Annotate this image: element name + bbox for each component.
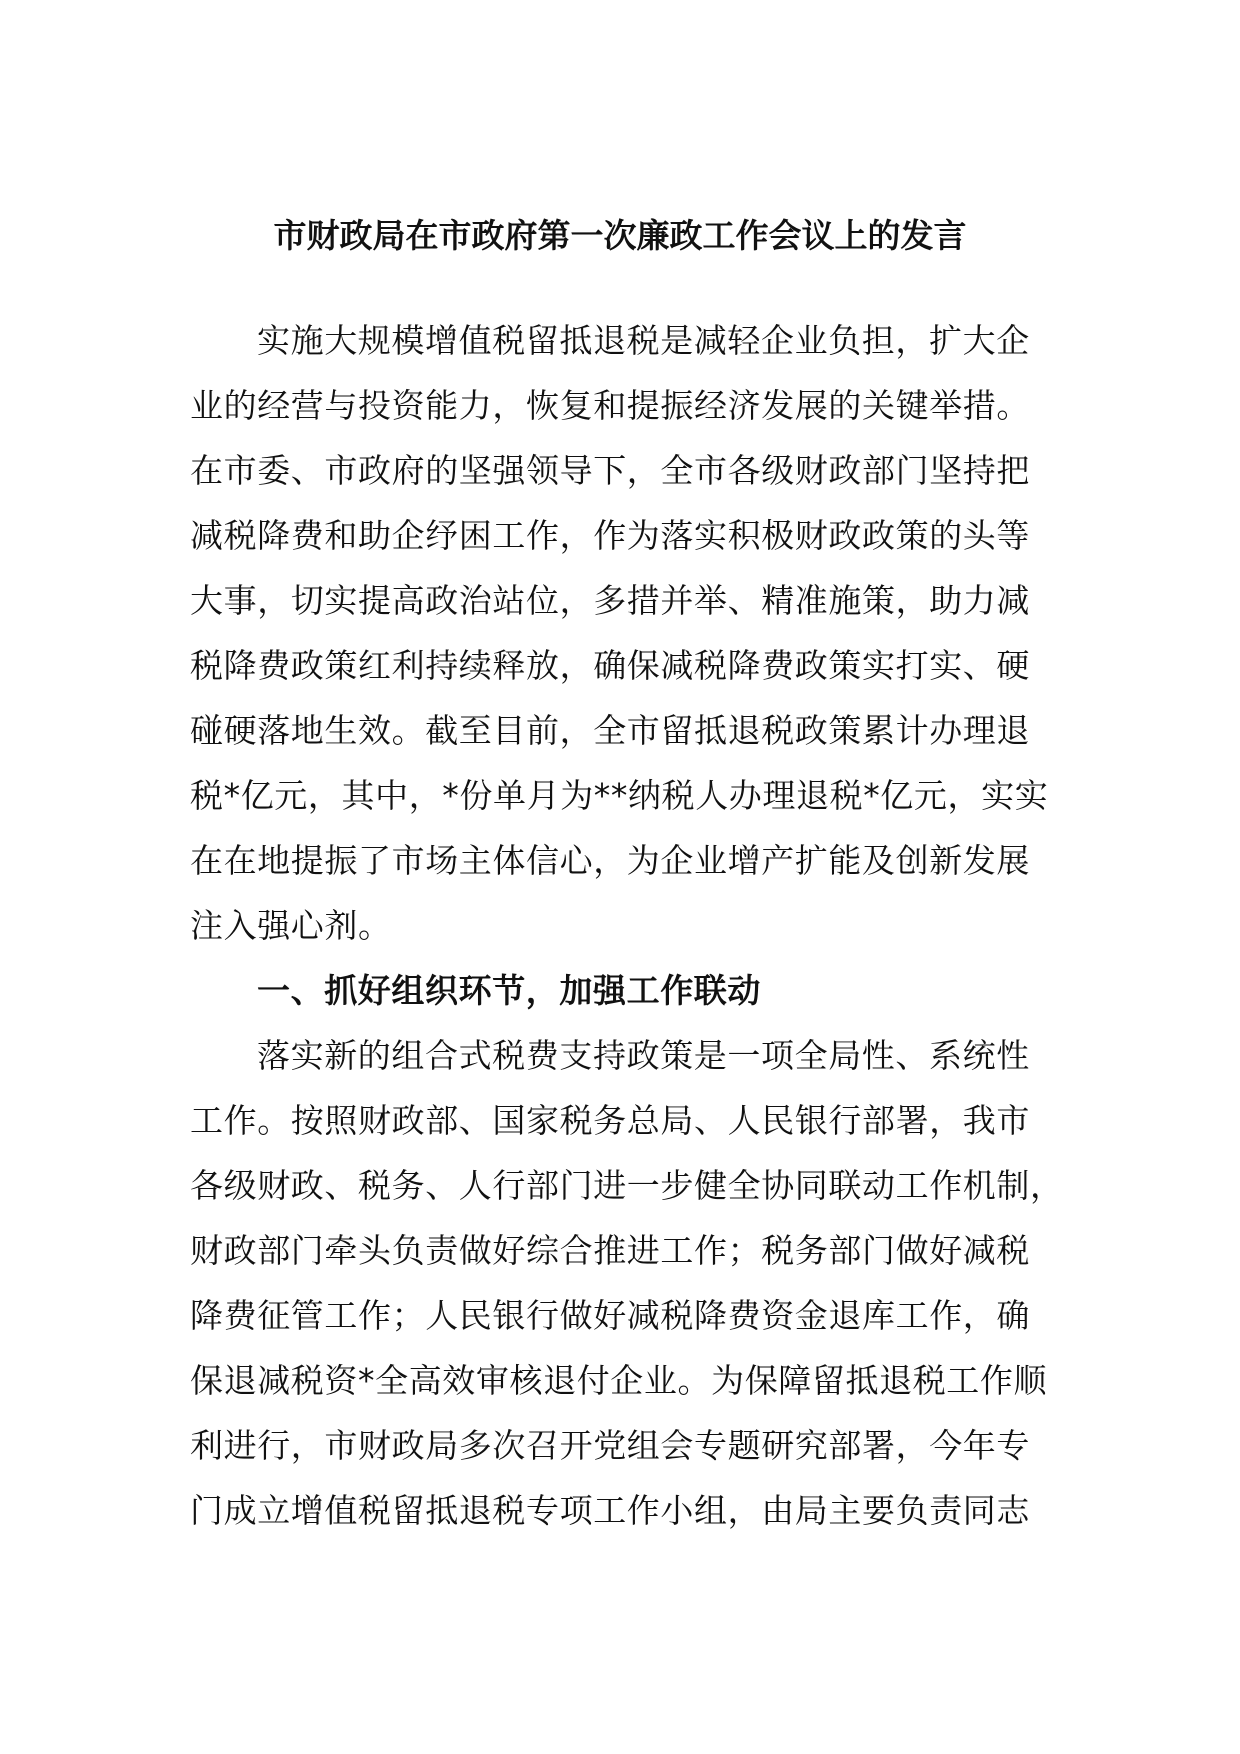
paragraph-line: 大事，切实提高政治站位，多措并举、精准施策，助力减 (190, 581, 1030, 620)
paragraph-line: 在在地提振了市场主体信心，为企业增产扩能及创新发展 (190, 841, 1030, 880)
paragraph-line: 利进行，市财政局多次召开党组会专题研究部署，今年专 (190, 1426, 1030, 1465)
paragraph-line: 注入强心剂。 (190, 906, 392, 945)
paragraph-line: 税降费政策红利持续释放，确保减税降费政策实打实、硬 (190, 646, 1030, 685)
paragraph-line: 保退减税资*全高效审核退付企业。为保障留抵退税工作顺 (190, 1361, 1048, 1400)
paragraph-line: 落实新的组合式税费支持政策是一项全局性、系统性 (257, 1036, 1030, 1075)
paragraph-line: 实施大规模增值税留抵退税是减轻企业负担，扩大企 (257, 321, 1030, 360)
paragraph-line: 减税降费和助企纾困工作，作为落实积极财政政策的头等 (190, 516, 1030, 555)
paragraph-line: 碰硬落地生效。截至目前，全市留抵退税政策累计办理退 (190, 711, 1030, 750)
document-title: 市财政局在市政府第一次廉政工作会议上的发言 (273, 216, 967, 255)
document-body (190, 308, 1064, 1543)
section-heading: 一、抓好组织环节，加强工作联动 (257, 971, 761, 1010)
paragraph-line: 门成立增值税留抵退税专项工作小组，由局主要负责同志 (190, 1491, 1030, 1530)
paragraph-line: 降费征管工作；人民银行做好减税降费资金退库工作，确 (190, 1296, 1030, 1335)
paragraph-line: 业的经营与投资能力，恢复和提振经济发展的关键举措。 (190, 386, 1030, 425)
paragraph-line: 工作。按照财政部、国家税务总局、人民银行部署，我市 (190, 1101, 1030, 1140)
paragraph-line: 各级财政、税务、人行部门进一步健全协同联动工作机制， (190, 1166, 1064, 1205)
paragraph-line: 财政部门牵头负责做好综合推进工作；税务部门做好减税 (190, 1231, 1030, 1270)
paragraph-line: 在市委、市政府的坚强领导下，全市各级财政部门坚持把 (190, 451, 1030, 490)
paragraph-line: 税*亿元，其中，*份单月为**纳税人办理退税*亿元，实实 (190, 776, 1049, 815)
